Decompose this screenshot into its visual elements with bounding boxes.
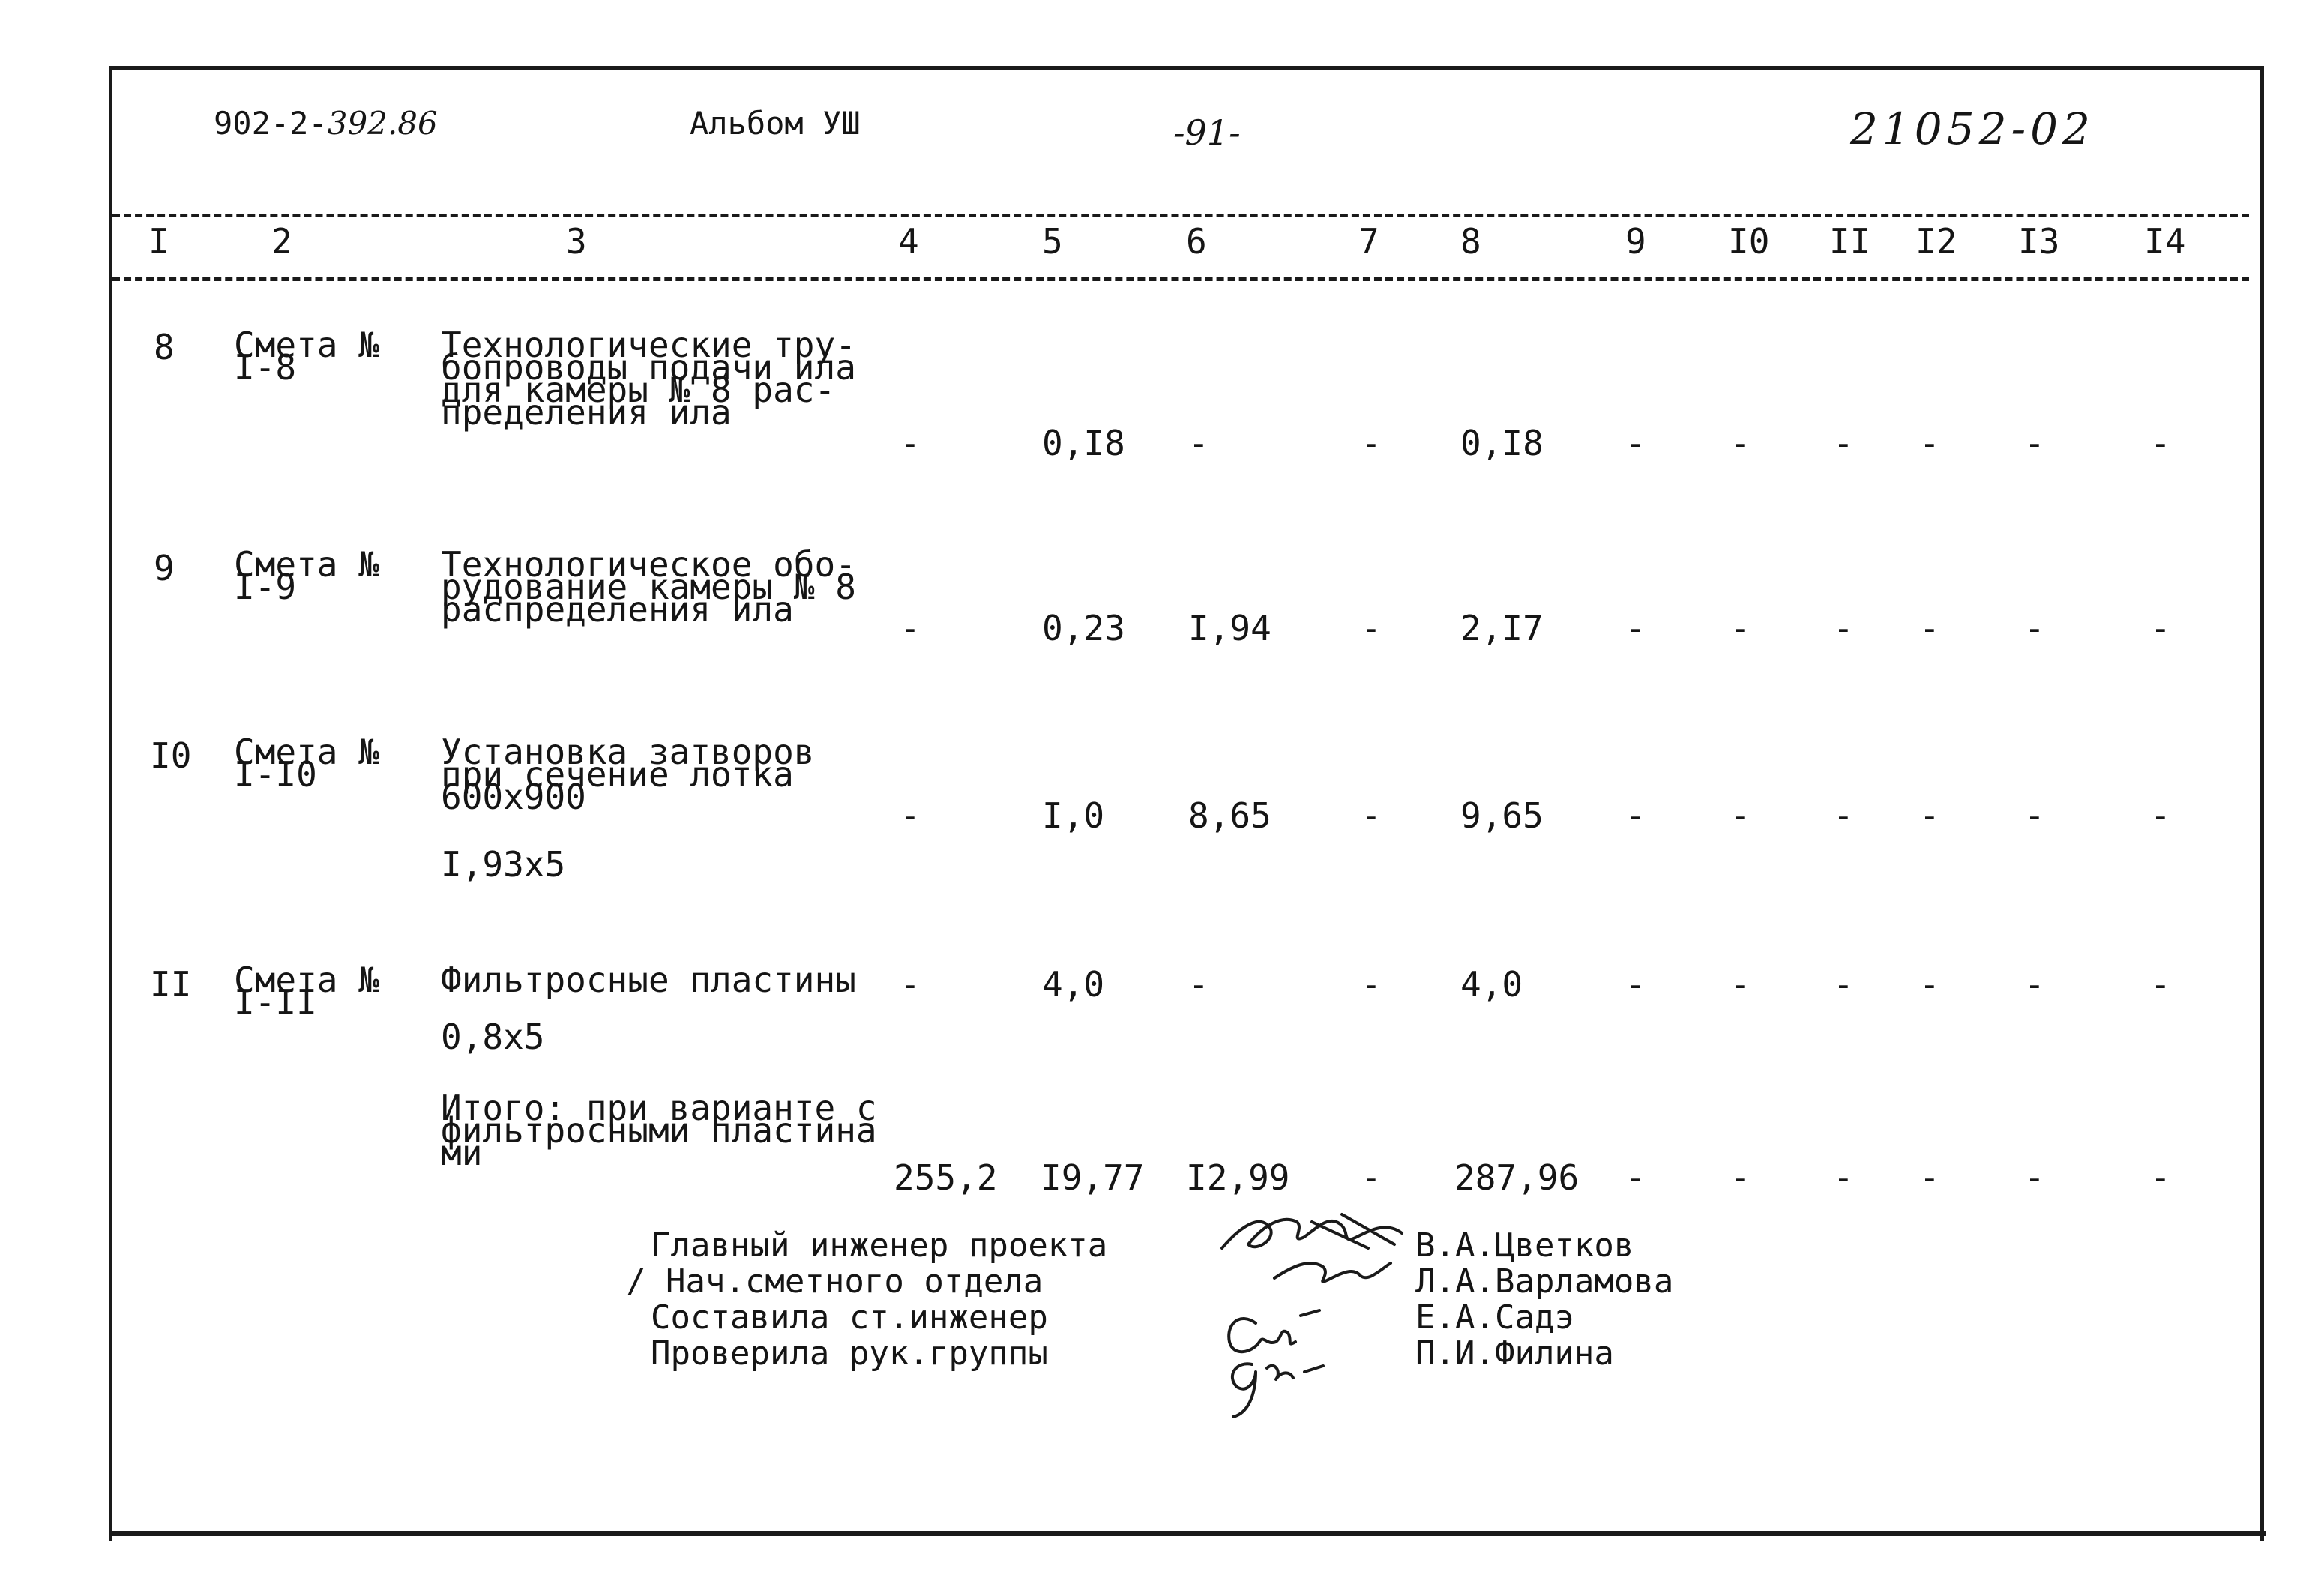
row-number: II xyxy=(150,964,192,1005)
header-dash-top xyxy=(112,214,2249,217)
column-header-9: 9 xyxy=(1625,221,1646,262)
total-label: Итого: при варианте с фильтросными пластина ми xyxy=(441,1088,877,1173)
document-code-handwritten: 392.86 xyxy=(327,105,438,142)
row-value-col13: - xyxy=(2024,964,2045,1005)
row-number: I0 xyxy=(150,735,192,776)
total-value-col12: - xyxy=(1919,1157,1940,1198)
row-value-col5: 0,I8 xyxy=(1042,423,1125,463)
row-value-col12: - xyxy=(1919,608,1940,648)
column-header-12: I2 xyxy=(1915,221,1957,262)
row-value-col10: - xyxy=(1730,608,1751,648)
column-header-6: 6 xyxy=(1186,221,1207,262)
row-value-col14: - xyxy=(2150,608,2171,648)
row-number: 8 xyxy=(154,327,175,367)
header-dash-bottom xyxy=(112,277,2249,281)
row-estimate: Смета № I-II xyxy=(234,960,379,1023)
column-header-7: 7 xyxy=(1358,221,1379,262)
row-value-col9: - xyxy=(1625,964,1646,1005)
total-value-col13: - xyxy=(2024,1157,2045,1198)
row-value-col6: - xyxy=(1188,423,1209,463)
row-value-col7: - xyxy=(1361,964,1382,1005)
row-value-col12: - xyxy=(1919,795,1940,836)
row-value-col11: - xyxy=(1833,795,1854,836)
row-value-col6: - xyxy=(1188,964,1209,1005)
row-value-col6: I,94 xyxy=(1188,608,1271,648)
document-code xyxy=(214,105,438,142)
row-value-col6: 8,65 xyxy=(1188,795,1271,836)
page-frame xyxy=(109,66,2264,1541)
row-value-col10: - xyxy=(1730,964,1751,1005)
column-header-10: I0 xyxy=(1728,221,1770,262)
total-value-col7: - xyxy=(1361,1157,1382,1198)
row-value-col13: - xyxy=(2024,423,2045,463)
column-header-11: II xyxy=(1829,221,1871,262)
row-value-col13: - xyxy=(2024,608,2045,648)
signature-role-estimate-head: / Нач.сметного отдела xyxy=(626,1262,1044,1301)
row-value-col7: - xyxy=(1361,608,1382,648)
signature-role-group-lead: Проверила рук.группы xyxy=(651,1334,1048,1373)
column-header-1: I xyxy=(148,221,169,262)
row-value-col5: 4,0 xyxy=(1042,964,1105,1005)
row-estimate: Смета № I-8 xyxy=(234,325,379,388)
row-value-col9: - xyxy=(1625,608,1646,648)
row-extra: 0,8x5 xyxy=(441,1017,545,1057)
signature-name-estimate-head: Л.А.Варламова xyxy=(1415,1262,1674,1301)
row-name: Технологическое обо- рудование камеры № 8 распределения ила xyxy=(441,544,856,630)
row-value-col4: - xyxy=(900,964,921,1005)
row-number: 9 xyxy=(154,548,175,588)
row-value-col8: 4,0 xyxy=(1460,964,1523,1005)
total-value-col11: - xyxy=(1833,1157,1854,1198)
row-value-col4: - xyxy=(900,795,921,836)
album-label: Альбом УШ xyxy=(690,105,861,142)
row-value-col4: - xyxy=(900,608,921,648)
document-number: 21052-02 xyxy=(1850,103,2095,154)
row-name: Установка затворов при сечение лотка 600x900 xyxy=(441,732,815,817)
total-value-col4: 255,2 xyxy=(894,1157,998,1198)
handwritten-signatures xyxy=(1192,1192,1424,1417)
row-value-col5: 0,23 xyxy=(1042,608,1125,648)
row-value-col14: - xyxy=(2150,423,2171,463)
signature-name-senior-engineer: Е.А.Садэ xyxy=(1415,1298,1574,1337)
row-name: Фильтросные пластины xyxy=(441,960,856,1000)
row-value-col8: 0,I8 xyxy=(1460,423,1544,463)
row-value-col4: - xyxy=(900,423,921,463)
column-header-13: I3 xyxy=(2018,221,2060,262)
signature-name-group-lead: П.И.Филина xyxy=(1415,1334,1614,1373)
row-value-col7: - xyxy=(1361,423,1382,463)
document-code-printed: 902-2- xyxy=(214,105,328,142)
total-value-col6: I2,99 xyxy=(1186,1157,1290,1198)
page-number: -91- xyxy=(1173,112,1241,153)
signature-role-chief-engineer: Главный инженер проекта xyxy=(651,1226,1108,1265)
row-value-col10: - xyxy=(1730,423,1751,463)
signature-role-senior-engineer: Составила ст.инженер xyxy=(651,1298,1048,1337)
row-value-col14: - xyxy=(2150,795,2171,836)
row-value-col5: I,0 xyxy=(1042,795,1105,836)
row-extra: I,93x5 xyxy=(441,844,566,885)
row-value-col8: 2,I7 xyxy=(1460,608,1544,648)
row-value-col9: - xyxy=(1625,423,1646,463)
total-value-col14: - xyxy=(2150,1157,2171,1198)
row-value-col13: - xyxy=(2024,795,2045,836)
row-value-col11: - xyxy=(1833,608,1854,648)
row-value-col10: - xyxy=(1730,795,1751,836)
row-estimate: Смета № I-I0 xyxy=(234,732,379,795)
page-frame-bottom xyxy=(109,1531,2266,1536)
row-value-col11: - xyxy=(1833,964,1854,1005)
row-value-col12: - xyxy=(1919,964,1940,1005)
column-header-3: 3 xyxy=(566,221,587,262)
total-value-col9: - xyxy=(1625,1157,1646,1198)
total-value-col8: 287,96 xyxy=(1454,1157,1580,1198)
column-header-4: 4 xyxy=(898,221,919,262)
column-header-2: 2 xyxy=(271,221,292,262)
row-value-col7: - xyxy=(1361,795,1382,836)
row-value-col9: - xyxy=(1625,795,1646,836)
total-value-col10: - xyxy=(1730,1157,1751,1198)
column-header-14: I4 xyxy=(2144,221,2186,262)
total-value-col5: I9,77 xyxy=(1041,1157,1145,1198)
row-value-col12: - xyxy=(1919,423,1940,463)
signature-name-chief-engineer: В.А.Цветков xyxy=(1415,1226,1634,1265)
row-estimate: Смета № I-9 xyxy=(234,544,379,607)
row-name: Технологические тру- бопроводы подачи ила для камеры № 8 рас- пределения ила xyxy=(441,325,856,433)
row-value-col8: 9,65 xyxy=(1460,795,1544,836)
column-header-8: 8 xyxy=(1460,221,1481,262)
column-header-5: 5 xyxy=(1042,221,1063,262)
row-value-col11: - xyxy=(1833,423,1854,463)
row-value-col14: - xyxy=(2150,964,2171,1005)
